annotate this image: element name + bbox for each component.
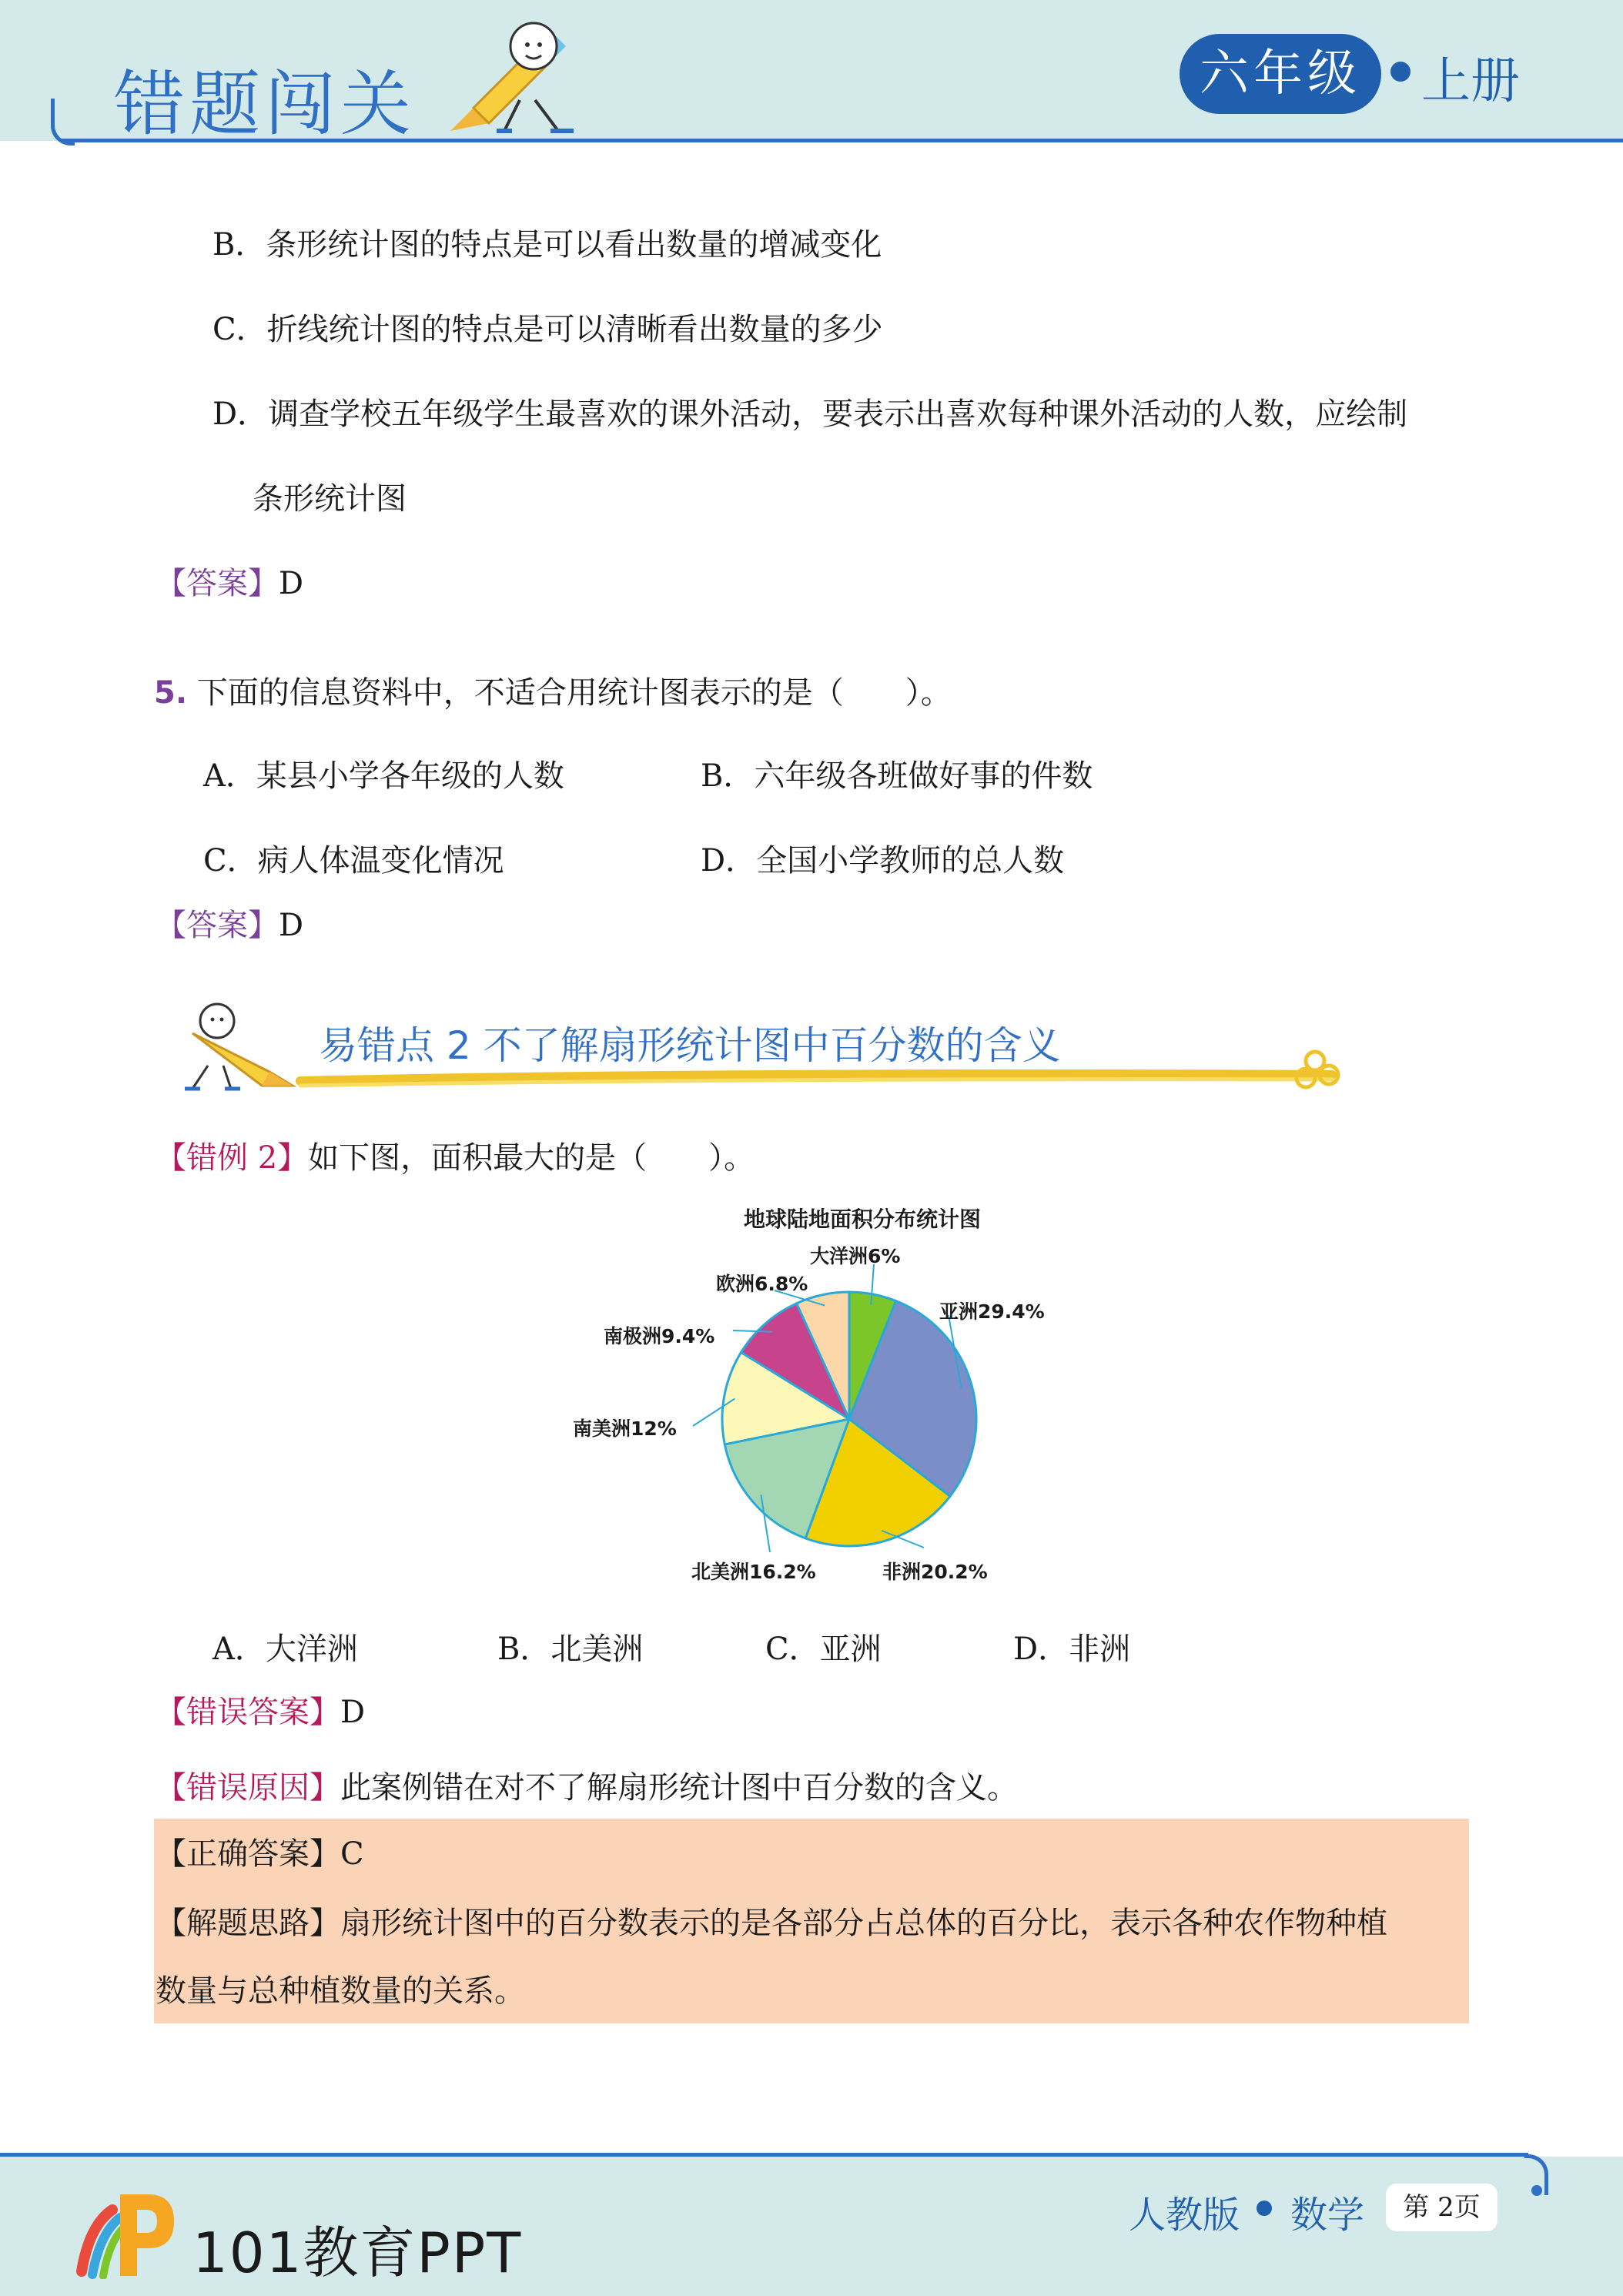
page-number: 第 2页 xyxy=(1386,2184,1498,2231)
grade-badge: 六年级 xyxy=(1180,34,1381,114)
answer-label: 【答案】 xyxy=(156,908,279,943)
question-text: 下面的信息资料中，不适合用统计图表示的是（ ）。 xyxy=(196,675,952,711)
pie-label-africa: 非洲20.2% xyxy=(882,1561,988,1583)
section-title: 易错点 2 不了解扇形统计图中百分数的含义 xyxy=(319,1023,1061,1068)
solution-line-1 xyxy=(156,1905,1387,1942)
logo-p-icon xyxy=(74,2179,182,2279)
pie-label-south-america: 南美洲12% xyxy=(573,1417,677,1440)
q5-option-a: A．某县小学各年级的人数 xyxy=(203,758,564,794)
wrong-answer-label: 【错误答案】 xyxy=(156,1695,340,1730)
q5-answer xyxy=(156,907,303,944)
pie-chart xyxy=(539,1197,1078,1598)
q4-answer xyxy=(156,565,303,602)
correct-answer-value: C xyxy=(340,1836,364,1872)
example2-option-b: B．北美洲 xyxy=(497,1632,644,1667)
answer-value: D xyxy=(279,566,304,601)
q4-option-c: C．折线统计图的特点是可以清晰看出数量的多少 xyxy=(212,312,883,347)
q5-option-c: C．病人体温变化情况 xyxy=(203,843,504,879)
correct-answer xyxy=(156,1836,364,1873)
correct-answer-label: 【正确答案】 xyxy=(156,1836,340,1872)
q5-option-b: B．六年级各班做好事的件数 xyxy=(701,758,1093,794)
wrong-reason-label: 【错误原因】 xyxy=(156,1770,340,1806)
pencil-mascot-icon xyxy=(443,15,597,139)
footer-dot-icon xyxy=(1531,2185,1542,2196)
wrong-reason-text: 此案例错在对不了解扇形统计图中百分数的含义。 xyxy=(340,1770,1018,1806)
logo-text: 101教育PPT xyxy=(192,2221,523,2285)
header-title: 错题闯关 xyxy=(114,63,417,146)
example-label: 【错例 2】 xyxy=(156,1140,309,1176)
example2-option-d: D．非洲 xyxy=(1013,1632,1131,1667)
subject-label: 数学 xyxy=(1290,2194,1365,2237)
q4-option-d: D．调查学校五年级学生最喜欢的课外活动，要表示出喜欢每种课外活动的人数，应绘制 xyxy=(212,397,1408,432)
publisher-label: 人教版 xyxy=(1129,2194,1240,2237)
q4-option-d-continued: 条形统计图 xyxy=(253,481,407,517)
footer-divider xyxy=(0,2153,1528,2157)
wrong-answer-value: D xyxy=(340,1695,366,1730)
answer-value: D xyxy=(279,908,304,943)
solution-line-2: 数量与总种植数量的关系。 xyxy=(156,1973,525,2009)
chart-title: 地球陆地面积分布统计图 xyxy=(743,1207,981,1232)
question-number: 5. xyxy=(154,675,188,711)
wrong-reason xyxy=(156,1769,1018,1806)
pie-label-antarctica: 南极洲9.4% xyxy=(604,1325,715,1347)
wrong-answer xyxy=(156,1694,365,1731)
solution-text-1: 扇形统计图中的百分数表示的是各部分占总体的百分比，表示各种农作物种植 xyxy=(340,1906,1387,1941)
pie-label-europe: 欧洲6.8% xyxy=(716,1273,808,1295)
volume-label: 上册 xyxy=(1421,53,1520,110)
pie-label-north-america: 北美洲16.2% xyxy=(691,1561,816,1583)
pie-label-asia: 亚洲29.4% xyxy=(939,1300,1045,1323)
solution-label: 【解题思路】 xyxy=(156,1906,340,1941)
example-text: 如下图，面积最大的是（ ）。 xyxy=(308,1140,755,1176)
example2-option-c: C．亚洲 xyxy=(765,1632,882,1667)
q5-option-d: D．全国小学教师的总人数 xyxy=(701,843,1065,879)
answer-label: 【答案】 xyxy=(156,566,279,601)
grade-dot-icon xyxy=(1390,62,1411,82)
q4-option-b: B．条形统计图的特点是可以看出数量的增减变化 xyxy=(212,227,882,263)
example2-option-a: A．大洋洲 xyxy=(212,1632,358,1667)
q5-stem xyxy=(154,674,952,711)
publisher-dot-icon xyxy=(1257,2201,1272,2216)
example2-stem xyxy=(156,1140,755,1176)
pie-label-oceania: 大洋洲6% xyxy=(810,1245,901,1267)
